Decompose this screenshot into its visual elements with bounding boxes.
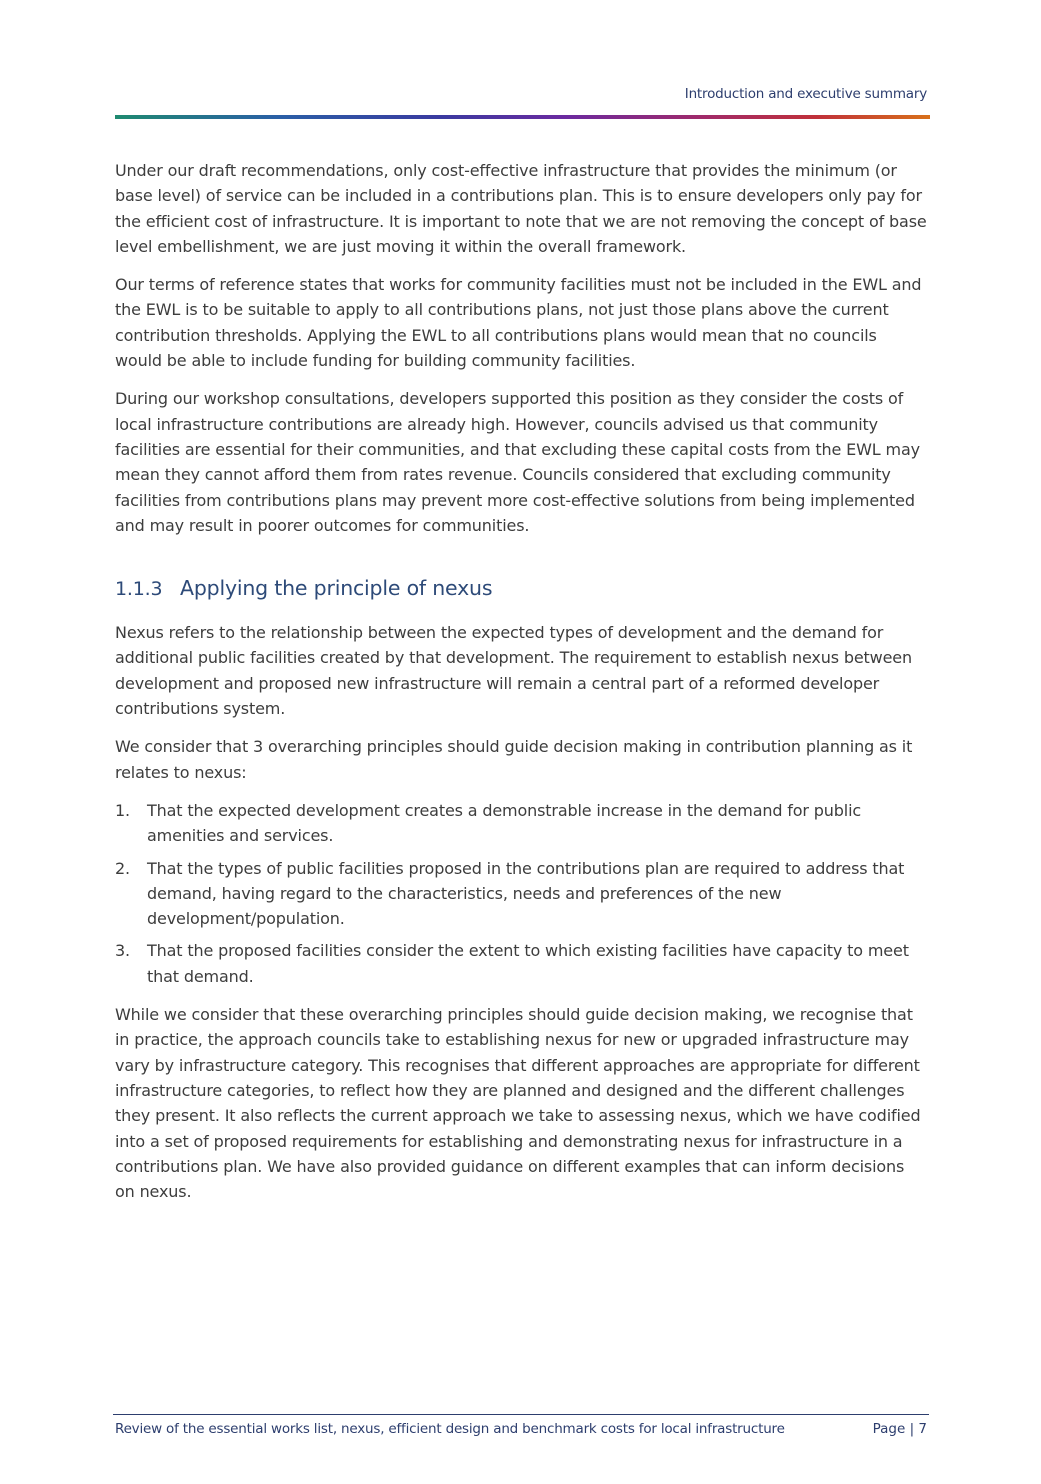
list-item <box>115 856 927 932</box>
list-item <box>115 798 927 849</box>
running-header: Introduction and executive summary <box>684 86 927 102</box>
page-number: Page | 7 <box>872 1421 927 1437</box>
paragraph-4: Nexus refers to the relationship between the expected types of development and the demand for additional public facilities created by that development. The requirement to establish nexus between development and proposed new infrastructure will remain a central part of a reformed developer contributions system. <box>115 623 912 719</box>
main-content <box>115 158 927 1217</box>
paragraph-3: During our workshop consultations, developers supported this position as they consider the costs of local infrastructure contributions are already high. However, councils advised us that community facilities are essential for their communities, and that excluding these capital costs from the EWL may mean they cannot afford them from rates revenue. Councils considered that excluding community facilities from contributions plans may prevent more cost-effective solutions from being implemented and may result in poorer outcomes for communities. <box>115 389 920 535</box>
principles-list <box>115 798 927 989</box>
list-marker: 1. <box>115 800 130 820</box>
header-gradient-rule <box>115 115 930 119</box>
section-title: Applying the principle of nexus <box>180 576 493 601</box>
paragraph-5: We consider that 3 overarching principles should guide decision making in contribution planning as it relates to nexus: <box>115 737 913 782</box>
list-marker: 2. <box>115 858 130 878</box>
footer-rule <box>113 1414 929 1415</box>
list-item-text: That the proposed facilities consider the extent to which existing facilities have capacity to meet that demand. <box>147 941 909 986</box>
list-item-text: That the expected development creates a demonstrable increase in the demand for public amenities and services. <box>147 800 862 846</box>
section-number: 1.1.3 <box>115 578 163 601</box>
section-heading <box>115 576 927 600</box>
list-marker: 3. <box>115 941 130 961</box>
paragraph-6: While we consider that these overarching principles should guide decision making, we recognise that in practice, the approach councils take to establishing nexus for new or upgraded infrastructure may vary by infrastructure category. This recognises that different approaches are appropriate for different infrastructure categories, to reflect how they are planned and designed and the different challenges they present. It also reflects the current approach we take to assessing nexus, which we have codified into a set of proposed requirements for establishing and demonstrating nexus for infrastructure in a contributions plan. We have also provided guidance on different examples that can inform decisions on nexus. <box>115 1005 921 1202</box>
footer-document-title: Review of the essential works list, nexus, efficient design and benchmark costs for local infrastructure <box>115 1421 785 1437</box>
paragraph-1: Under our draft recommendations, only cost-effective infrastructure that provides the minimum (or base level) of service can be included in a contributions plan. This is to ensure developers only pay for the efficient cost of infrastructure. It is important to note that we are not removing the concept of base level embellishment, we are just moving it within the overall framework. <box>115 161 927 256</box>
list-item-text: That the types of public facilities proposed in the contributions plan are required to address that demand, having regard to the characteristics, needs and preferences of the new development/population. <box>147 858 905 929</box>
paragraph-2: Our terms of reference states that works for community facilities must not be included in the EWL and the EWL is to be suitable to apply to all contributions plans, not just those plans above the current contribution thresholds. Applying the EWL to all contributions plans would mean that no councils would be able to include funding for building community facilities. <box>115 275 922 371</box>
list-item <box>115 938 927 989</box>
